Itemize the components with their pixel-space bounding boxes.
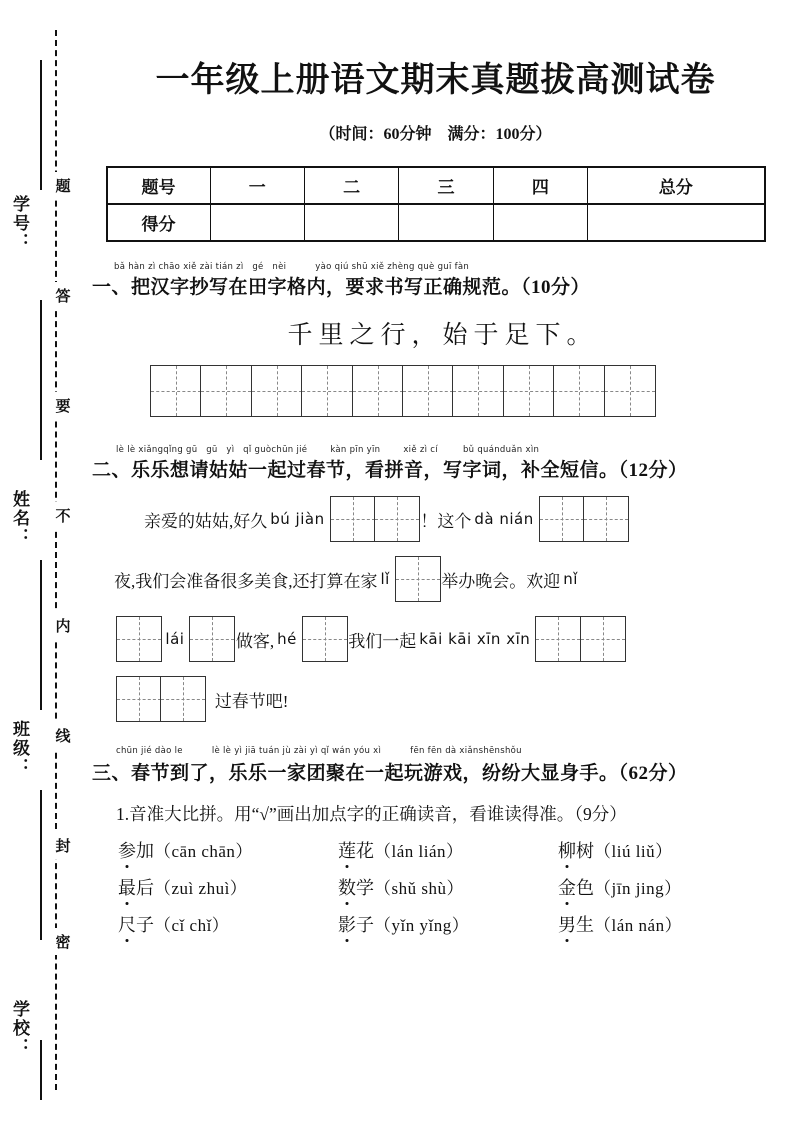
choice-row: [118, 837, 778, 863]
letter-line-1: [144, 496, 793, 542]
seal-char-3: 不: [52, 502, 74, 529]
choice-row: [118, 911, 778, 937]
tianzige-cell[interactable]: [503, 365, 555, 417]
margin-label-school: 学校：: [10, 1000, 29, 1057]
choice-word-rest: 加: [136, 841, 154, 861]
choice-item[interactable]: [338, 911, 558, 937]
choice-item[interactable]: [338, 874, 558, 900]
letter-pinyin: kāi kāi xīn xīn: [419, 630, 531, 648]
tianzige-cell[interactable]: [580, 616, 626, 662]
letter-text: 过春节吧!: [214, 691, 289, 711]
tianzige-cell[interactable]: [330, 496, 376, 542]
question-1-pinyin-left: bǎ hàn zì chāo xiě zài tián zì gé nèi: [114, 262, 287, 272]
margin-label-name: 姓名：: [10, 490, 29, 547]
choice-options[interactable]: （cān chān）: [154, 842, 253, 861]
dotted-char: 数: [338, 874, 356, 900]
seal-char-4: 内: [52, 612, 74, 639]
choice-options[interactable]: （cǐ chǐ）: [154, 916, 230, 935]
dotted-char: 影: [338, 911, 356, 937]
tianzige-cell[interactable]: [583, 496, 629, 542]
letter-pinyin: dà nián: [474, 510, 534, 528]
choice-word-rest: 子: [356, 915, 374, 935]
question-1-sample-text: 千里之行，始于足下。: [287, 322, 598, 349]
choice-item[interactable]: [558, 837, 778, 863]
letter-pinyin: nǐ: [563, 570, 578, 588]
letter-text: 我们一起: [348, 631, 417, 651]
question-3-pinyin-right: fēn fēn dà xiǎnshēnshǒu: [410, 746, 522, 756]
question-2-pinyin-mid: kàn pīn yīn: [330, 445, 381, 455]
letter-text: 夜,我们会准备很多美食,还打算在家: [114, 571, 378, 591]
seal-char-0: 题: [52, 172, 74, 199]
tianzige-cell[interactable]: [604, 365, 656, 417]
question-1-pinyin-right: yào qiú shū xiě zhèng què guī fàn: [315, 262, 470, 272]
answer-boxes[interactable]: [116, 676, 205, 722]
score-table-col-4: 四: [493, 167, 587, 204]
tianzige-cell[interactable]: [352, 365, 404, 417]
letter-text: ！这个: [420, 511, 472, 531]
tianzige-cell[interactable]: [402, 365, 454, 417]
question-2: [92, 443, 793, 722]
dotted-char: 莲: [338, 837, 356, 863]
tianzige-cell[interactable]: [116, 616, 162, 662]
question-3-pinyin: [92, 746, 793, 758]
seal-char-6: 封: [52, 832, 74, 859]
choice-word-rest: 子: [136, 915, 154, 935]
tianzige-cell[interactable]: [116, 676, 162, 722]
left-margin: [0, 0, 78, 1122]
question-3-pinyin-mid: lè lè yì jiā tuán jù zài yì qǐ wán yóu xì: [211, 746, 382, 756]
letter-pinyin: lǐ: [380, 570, 390, 588]
dotted-char: 柳: [558, 837, 576, 863]
score-table-score-row: [107, 204, 765, 241]
answer-boxes[interactable]: [116, 616, 160, 662]
tianzige-cell[interactable]: [301, 365, 353, 417]
choice-options[interactable]: （lán lián）: [374, 842, 464, 861]
answer-boxes[interactable]: [535, 616, 624, 662]
score-table-col-2: 二: [304, 167, 398, 204]
question-3-sub-1-label: 1.音准大比拼。用“√”画出加点字的正确读音，看谁读得准。（9分）: [116, 804, 627, 824]
seal-char-1: 答: [52, 282, 74, 309]
choice-options[interactable]: （lán nán）: [594, 916, 683, 935]
letter-text: 亲爱的姑姑,好久: [144, 511, 268, 531]
question-1-pinyin: [92, 260, 793, 272]
choice-options[interactable]: （yǐn yǐng）: [374, 916, 470, 935]
pinyin-choice-grid: [118, 837, 778, 937]
choice-item[interactable]: [558, 911, 778, 937]
letter-pinyin: lái: [165, 630, 185, 648]
question-1-tianzige-row[interactable]: [150, 365, 793, 417]
dotted-char: 最: [118, 874, 136, 900]
exam-subtitle: （时间：60分钟 满分：100分）: [319, 126, 552, 143]
score-table-col-total: 总分: [588, 167, 765, 204]
choice-options[interactable]: （liú liǔ）: [594, 842, 673, 861]
choice-options[interactable]: （shǔ shù）: [374, 879, 464, 898]
question-3-title: 三、春节到了，乐乐一家团聚在一起玩游戏，纷纷大显身手。（62分）: [92, 763, 688, 784]
tianzige-cell[interactable]: [189, 616, 235, 662]
dotted-char: 尺: [118, 911, 136, 937]
choice-item[interactable]: [118, 837, 338, 863]
choice-word-rest: 学: [356, 878, 374, 898]
score-table-label-score: 得分: [107, 204, 211, 241]
seal-char-5: 线: [52, 722, 74, 749]
choice-options[interactable]: （jīn jing）: [594, 879, 682, 898]
letter-text: 做客,: [235, 631, 275, 651]
dotted-char: 参: [118, 837, 136, 863]
choice-row: [118, 874, 778, 900]
choice-word-rest: 生: [576, 915, 594, 935]
margin-rule-4: [40, 790, 42, 940]
score-table-col-3: 三: [399, 167, 493, 204]
score-cell-1[interactable]: [210, 204, 304, 241]
tianzige-cell[interactable]: [251, 365, 303, 417]
choice-word-rest: 后: [136, 878, 154, 898]
choice-item[interactable]: [338, 837, 558, 863]
answer-boxes[interactable]: [302, 616, 346, 662]
seal-char-2: 要: [52, 392, 74, 419]
letter-text: 举办晚会。欢迎: [441, 571, 561, 591]
answer-boxes[interactable]: [539, 496, 628, 542]
score-cell-4[interactable]: [493, 204, 587, 241]
score-cell-3[interactable]: [399, 204, 493, 241]
letter-line-3: [114, 616, 793, 662]
exam-content: [78, 0, 793, 1122]
question-2-pinyin-right: bǔ quánduǎn xìn: [462, 445, 540, 455]
question-2-pinyin: [92, 443, 793, 455]
margin-rule-3: [40, 560, 42, 710]
seal-char-7: 密: [52, 928, 74, 955]
tianzige-cell[interactable]: [553, 365, 605, 417]
choice-word-rest: 花: [356, 841, 374, 861]
choice-options[interactable]: （zuì zhuì）: [154, 879, 248, 898]
question-2-pinyin-mid2: xiě zì cí: [403, 445, 438, 455]
score-table: [106, 166, 766, 242]
tianzige-cell[interactable]: [150, 365, 202, 417]
margin-rule-1: [40, 60, 42, 190]
margin-label-class: 班级：: [10, 720, 29, 777]
question-1-grid-wrap: [150, 365, 793, 417]
tianzige-cell[interactable]: [539, 496, 585, 542]
margin-rule-2: [40, 300, 42, 460]
choice-word-rest: 色: [576, 878, 594, 898]
margin-rule-5: [40, 1040, 42, 1100]
answer-boxes[interactable]: [189, 616, 233, 662]
question-3-pinyin-left: chūn jié dào le: [116, 746, 183, 756]
tianzige-cell[interactable]: [452, 365, 504, 417]
score-cell-total[interactable]: [588, 204, 765, 241]
choice-word-rest: 树: [576, 841, 594, 861]
question-3: [92, 746, 793, 937]
score-table-label-question-no: 题号: [107, 167, 211, 204]
score-cell-2[interactable]: [304, 204, 398, 241]
tianzige-cell[interactable]: [200, 365, 252, 417]
question-1: [92, 260, 793, 417]
tianzige-cell[interactable]: [535, 616, 581, 662]
score-table-header-row: [107, 167, 765, 204]
tianzige-cell[interactable]: [395, 556, 441, 602]
answer-boxes[interactable]: [330, 496, 419, 542]
choice-item[interactable]: [118, 874, 338, 900]
dotted-char: 金: [558, 874, 576, 900]
tianzige-cell[interactable]: [374, 496, 420, 542]
letter-line-4: [114, 676, 793, 722]
question-2-title: 二、乐乐想请姑姑一起过春节，看拼音，写字词，补全短信。（12分）: [92, 460, 688, 481]
margin-label-student-id: 学号：: [10, 195, 29, 252]
tianzige-cell[interactable]: [160, 676, 206, 722]
answer-boxes[interactable]: [395, 556, 439, 602]
page-title: 一年级上册语文期末真题拔高测试卷: [155, 62, 716, 99]
dotted-char: 男: [558, 911, 576, 937]
letter-pinyin: hé: [277, 630, 297, 648]
tianzige-cell[interactable]: [302, 616, 348, 662]
question-2-pinyin-left: lè lè xiǎngqǐng gū gū yì qǐ guòchūn jié: [116, 445, 308, 455]
choice-item[interactable]: [558, 874, 778, 900]
letter-pinyin: bú jiàn: [270, 510, 325, 528]
letter-line-2: [114, 556, 793, 602]
score-table-col-1: 一: [210, 167, 304, 204]
choice-item[interactable]: [118, 911, 338, 937]
question-1-title: 一、把汉字抄写在田字格内，要求书写正确规范。（10分）: [92, 277, 591, 298]
